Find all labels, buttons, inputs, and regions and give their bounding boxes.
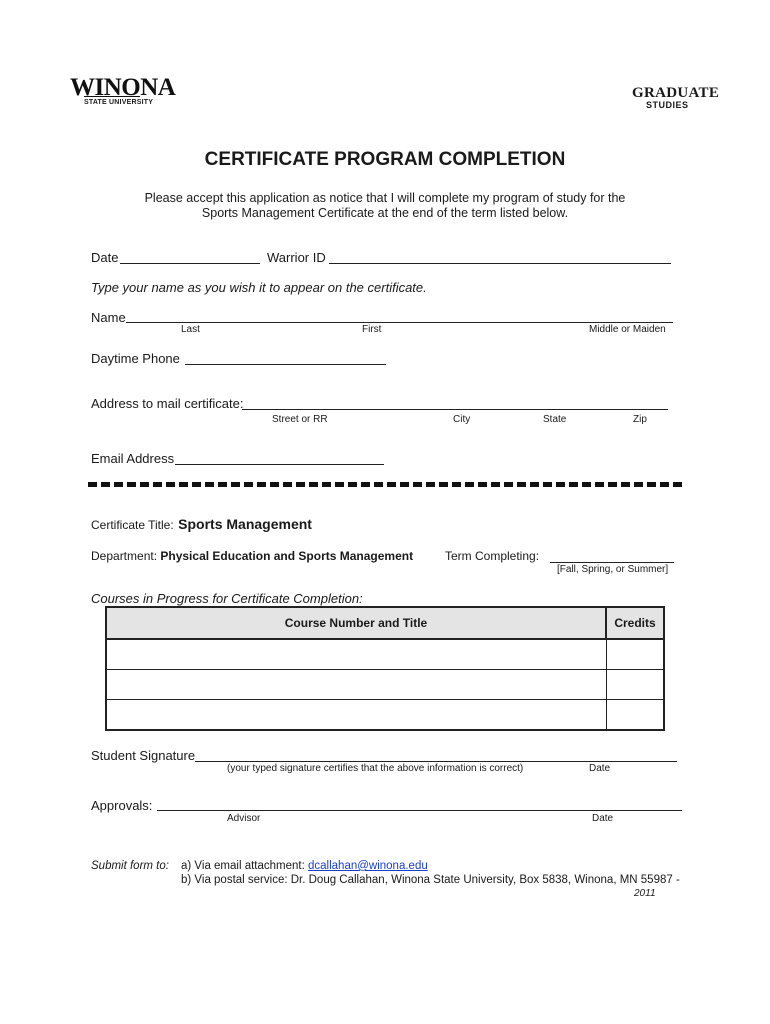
name-last-caption: Last [181, 324, 200, 335]
signature-date-caption: Date [589, 763, 611, 774]
email-link[interactable]: dcallahan@winona.edu [308, 860, 428, 872]
certificate-title-row [91, 516, 312, 534]
course-cell[interactable] [106, 700, 606, 731]
term-field[interactable] [550, 562, 674, 563]
submit-year: 2011 [634, 888, 656, 899]
courses-heading: Courses in Progress for Certificate Completion: [91, 591, 363, 606]
table-row [106, 639, 664, 670]
approvals-label: Approvals: [91, 798, 153, 813]
studies-logo: STUDIES [646, 100, 689, 110]
name-instruction: Type your name as you wish it to appear on the certificate. [91, 280, 427, 295]
course-cell[interactable] [106, 670, 606, 700]
table-row [106, 700, 664, 731]
address-street-caption: Street or RR [272, 414, 328, 425]
submit-label: Submit form to: [91, 860, 169, 872]
department-row [91, 549, 413, 563]
credits-cell[interactable] [606, 639, 664, 670]
signature-label: Student Signature [91, 748, 196, 763]
logo-rule [84, 96, 140, 97]
table-row [106, 670, 664, 700]
state-university-text: STATE UNIVERSITY [84, 99, 154, 106]
email-field[interactable] [175, 464, 384, 465]
credits-column-header: Credits [606, 607, 664, 639]
name-middle-caption: Middle or Maiden [589, 324, 666, 335]
phone-field[interactable] [185, 364, 386, 365]
term-hint: [Fall, Spring, or Summer] [557, 564, 669, 575]
page-title: CERTIFICATE PROGRAM COMPLETION [204, 149, 566, 170]
certificate-title-value: Sports Management [178, 516, 312, 532]
credits-cell[interactable] [606, 670, 664, 700]
advisor-caption: Advisor [227, 813, 261, 824]
address-field[interactable] [242, 409, 668, 410]
signature-note: (your typed signature certifies that the above information is correct) [227, 763, 524, 774]
course-column-header: Course Number and Title [106, 607, 606, 639]
address-zip-caption: Zip [633, 414, 647, 425]
name-field[interactable] [126, 322, 673, 323]
department-label: Department: [91, 549, 158, 563]
date-field[interactable] [120, 263, 260, 264]
address-label: Address to mail certificate: [91, 396, 244, 411]
dashed-divider [88, 482, 686, 487]
submit-email-prefix: a) Via email attachment: [181, 860, 305, 872]
intro-line-2: Sports Management Certificate at the end of the term listed below. [201, 206, 569, 220]
approvals-date-caption: Date [592, 813, 614, 824]
certificate-title-label: Certificate Title: [91, 518, 174, 532]
email-label: Email Address [91, 451, 175, 466]
date-label: Date [91, 250, 119, 265]
name-label: Name [91, 310, 126, 325]
department-value: Physical Education and Sports Management [160, 549, 414, 563]
submit-postal: b) Via postal service: Dr. Doug Callahan, Winona State University, Box 5838, Winona, MN 55987 - [181, 874, 680, 886]
address-city-caption: City [453, 414, 471, 425]
warrior-id-field[interactable] [329, 263, 671, 264]
approvals-field[interactable] [157, 810, 682, 811]
warrior-id-label: Warrior ID [267, 250, 326, 265]
term-label: Term Completing: [445, 549, 540, 563]
credits-cell[interactable] [606, 700, 664, 731]
name-first-caption: First [362, 324, 382, 335]
course-cell[interactable] [106, 639, 606, 670]
courses-table [105, 606, 665, 731]
signature-field[interactable] [195, 761, 677, 762]
winona-logo: WINONA [70, 74, 176, 101]
graduate-logo: GRADUATE [632, 85, 720, 101]
intro-line-1: Please accept this application as notice that I will complete my program of study for the [144, 191, 626, 205]
submit-email-line [181, 860, 428, 872]
phone-label: Daytime Phone [91, 351, 180, 366]
address-state-caption: State [543, 414, 567, 425]
